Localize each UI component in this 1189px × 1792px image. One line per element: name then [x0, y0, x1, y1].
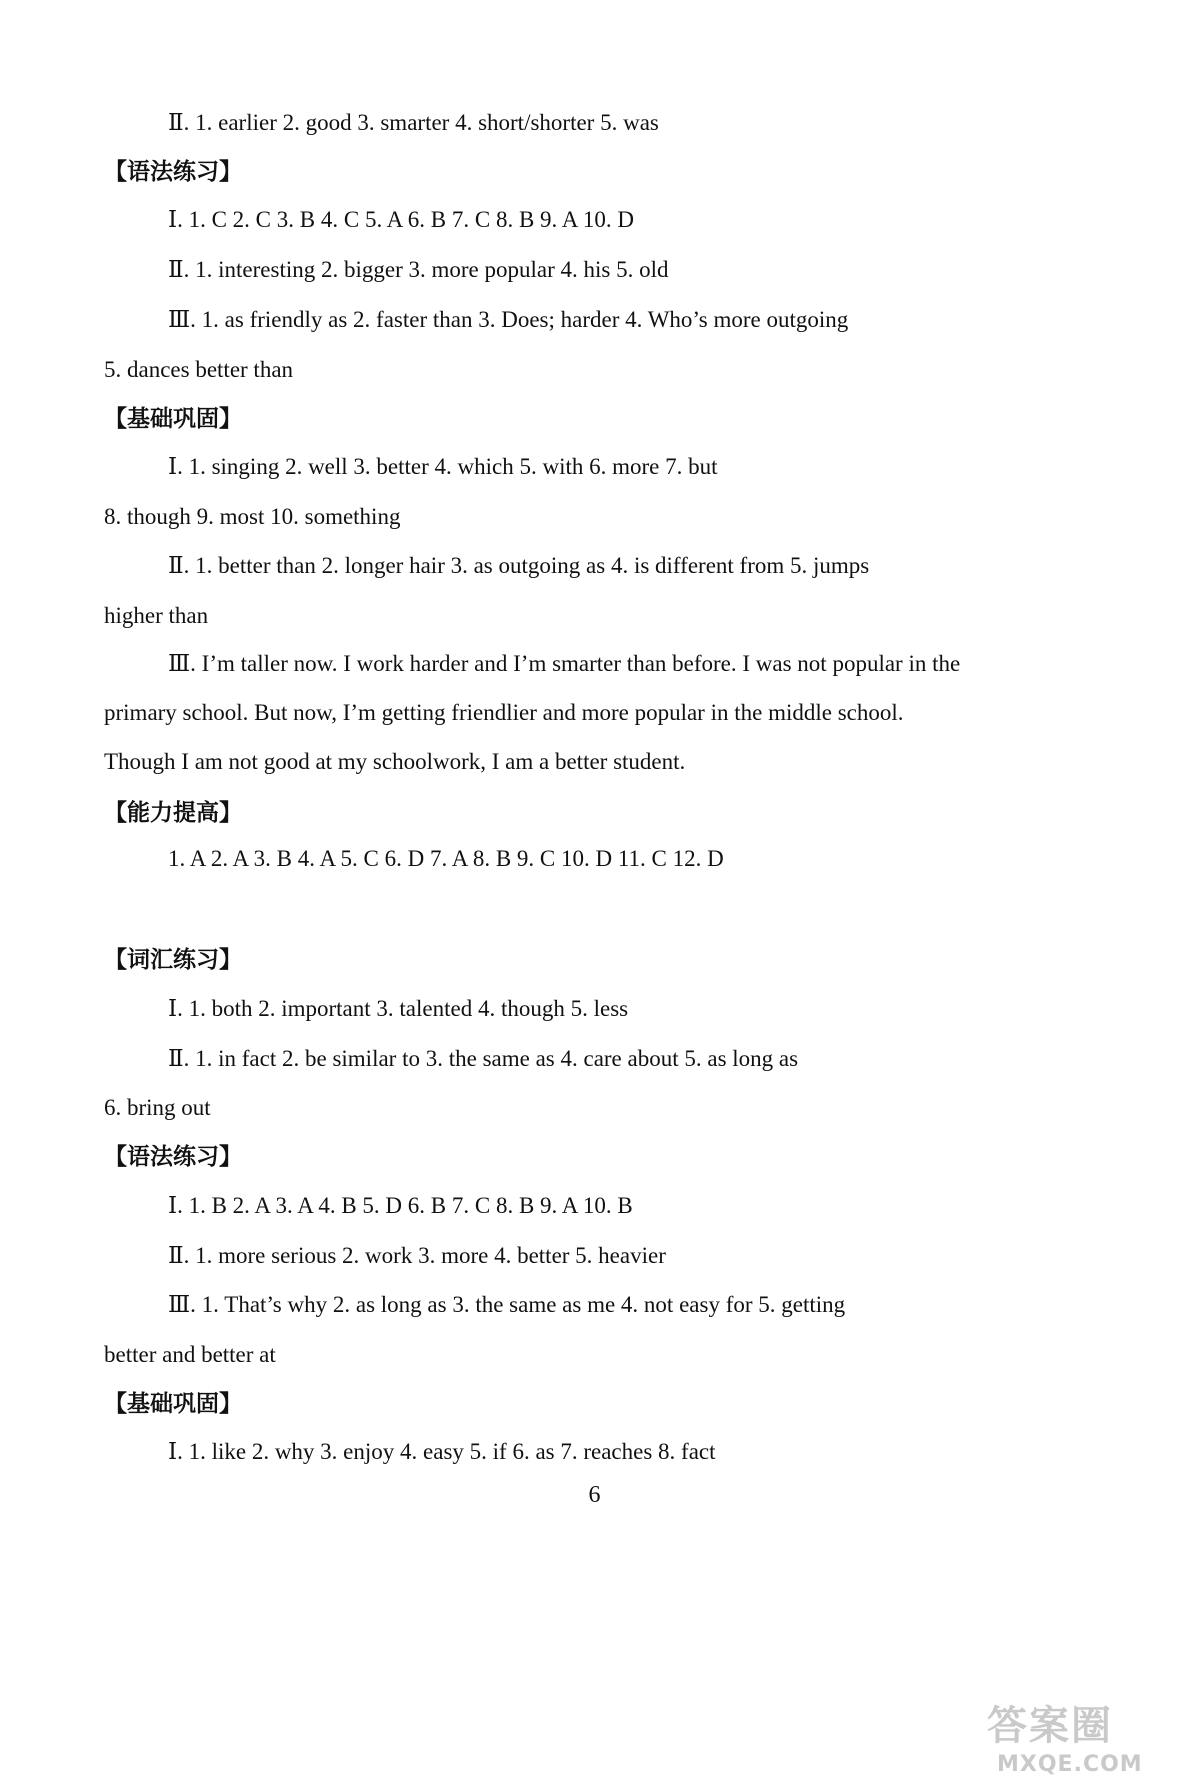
section-heading-ability-improvement: 【能力提高】: [104, 800, 242, 826]
answer-line: 6. bring out: [104, 1095, 211, 1120]
page-number: 6: [588, 1482, 601, 1508]
site-watermark: [977, 1694, 1177, 1786]
answer-line: Ⅰ. 1. singing 2. well 3. better 4. which 5. with 6. more 7. but: [168, 454, 718, 479]
answer-line: Ⅱ. 1. earlier 2. good 3. smarter 4. short/shorter 5. was: [168, 110, 659, 135]
watermark-logo-text: 答案圈: [987, 1703, 1113, 1749]
answer-line: 1. A 2. A 3. B 4. A 5. C 6. D 7. A 8. B 9. C 10. D 11. C 12. D: [168, 846, 724, 871]
answer-line: Ⅱ. 1. in fact 2. be similar to 3. the same as 4. care about 5. as long as: [168, 1046, 799, 1071]
answer-line: higher than: [104, 603, 209, 628]
answer-line: Ⅰ. 1. C 2. C 3. B 4. C 5. A 6. B 7. C 8. B 9. A 10. D: [168, 207, 634, 232]
answer-line: primary school. But now, I’m getting friendlier and more popular in the middle school.: [104, 700, 904, 725]
answer-line: Ⅲ. 1. That’s why 2. as long as 3. the same as me 4. not easy for 5. getting: [168, 1292, 846, 1317]
answer-line: Ⅱ. 1. more serious 2. work 3. more 4. better 5. heavier: [168, 1243, 666, 1268]
answer-line: Ⅰ. 1. like 2. why 3. enjoy 4. easy 5. if 6. as 7. reaches 8. fact: [168, 1439, 716, 1464]
answer-line: Ⅱ. 1. better than 2. longer hair 3. as outgoing as 4. is different from 5. jumps: [168, 553, 870, 578]
section-heading-vocabulary-practice: 【词汇练习】: [104, 947, 242, 973]
watermark-domain: MXQE.COM: [997, 1752, 1143, 1777]
answer-line: 5. dances better than: [104, 357, 294, 382]
answer-line: Though I am not good at my schoolwork, I am a better student.: [104, 749, 686, 774]
answer-line: Ⅰ. 1. both 2. important 3. talented 4. though 5. less: [168, 996, 629, 1021]
answer-line: Ⅲ. I’m taller now. I work harder and I’m smarter than before. I was not popular in the: [168, 651, 961, 676]
section-heading-grammar-practice: 【语法练习】: [104, 159, 242, 185]
answer-line: 8. though 9. most 10. something: [104, 504, 401, 529]
answer-line: better and better at: [104, 1342, 276, 1367]
answer-line: Ⅱ. 1. interesting 2. bigger 3. more popular 4. his 5. old: [168, 257, 669, 282]
answer-line: Ⅰ. 1. B 2. A 3. A 4. B 5. D 6. B 7. C 8. B 9. A 10. B: [168, 1193, 633, 1218]
section-heading-basic-consolidation: 【基础巩固】: [104, 406, 242, 432]
section-heading-basic-consolidation: 【基础巩固】: [104, 1391, 242, 1417]
answer-line: Ⅲ. 1. as friendly as 2. faster than 3. Does; harder 4. Who’s more outgoing: [168, 307, 849, 332]
section-heading-grammar-practice: 【语法练习】: [104, 1144, 242, 1170]
